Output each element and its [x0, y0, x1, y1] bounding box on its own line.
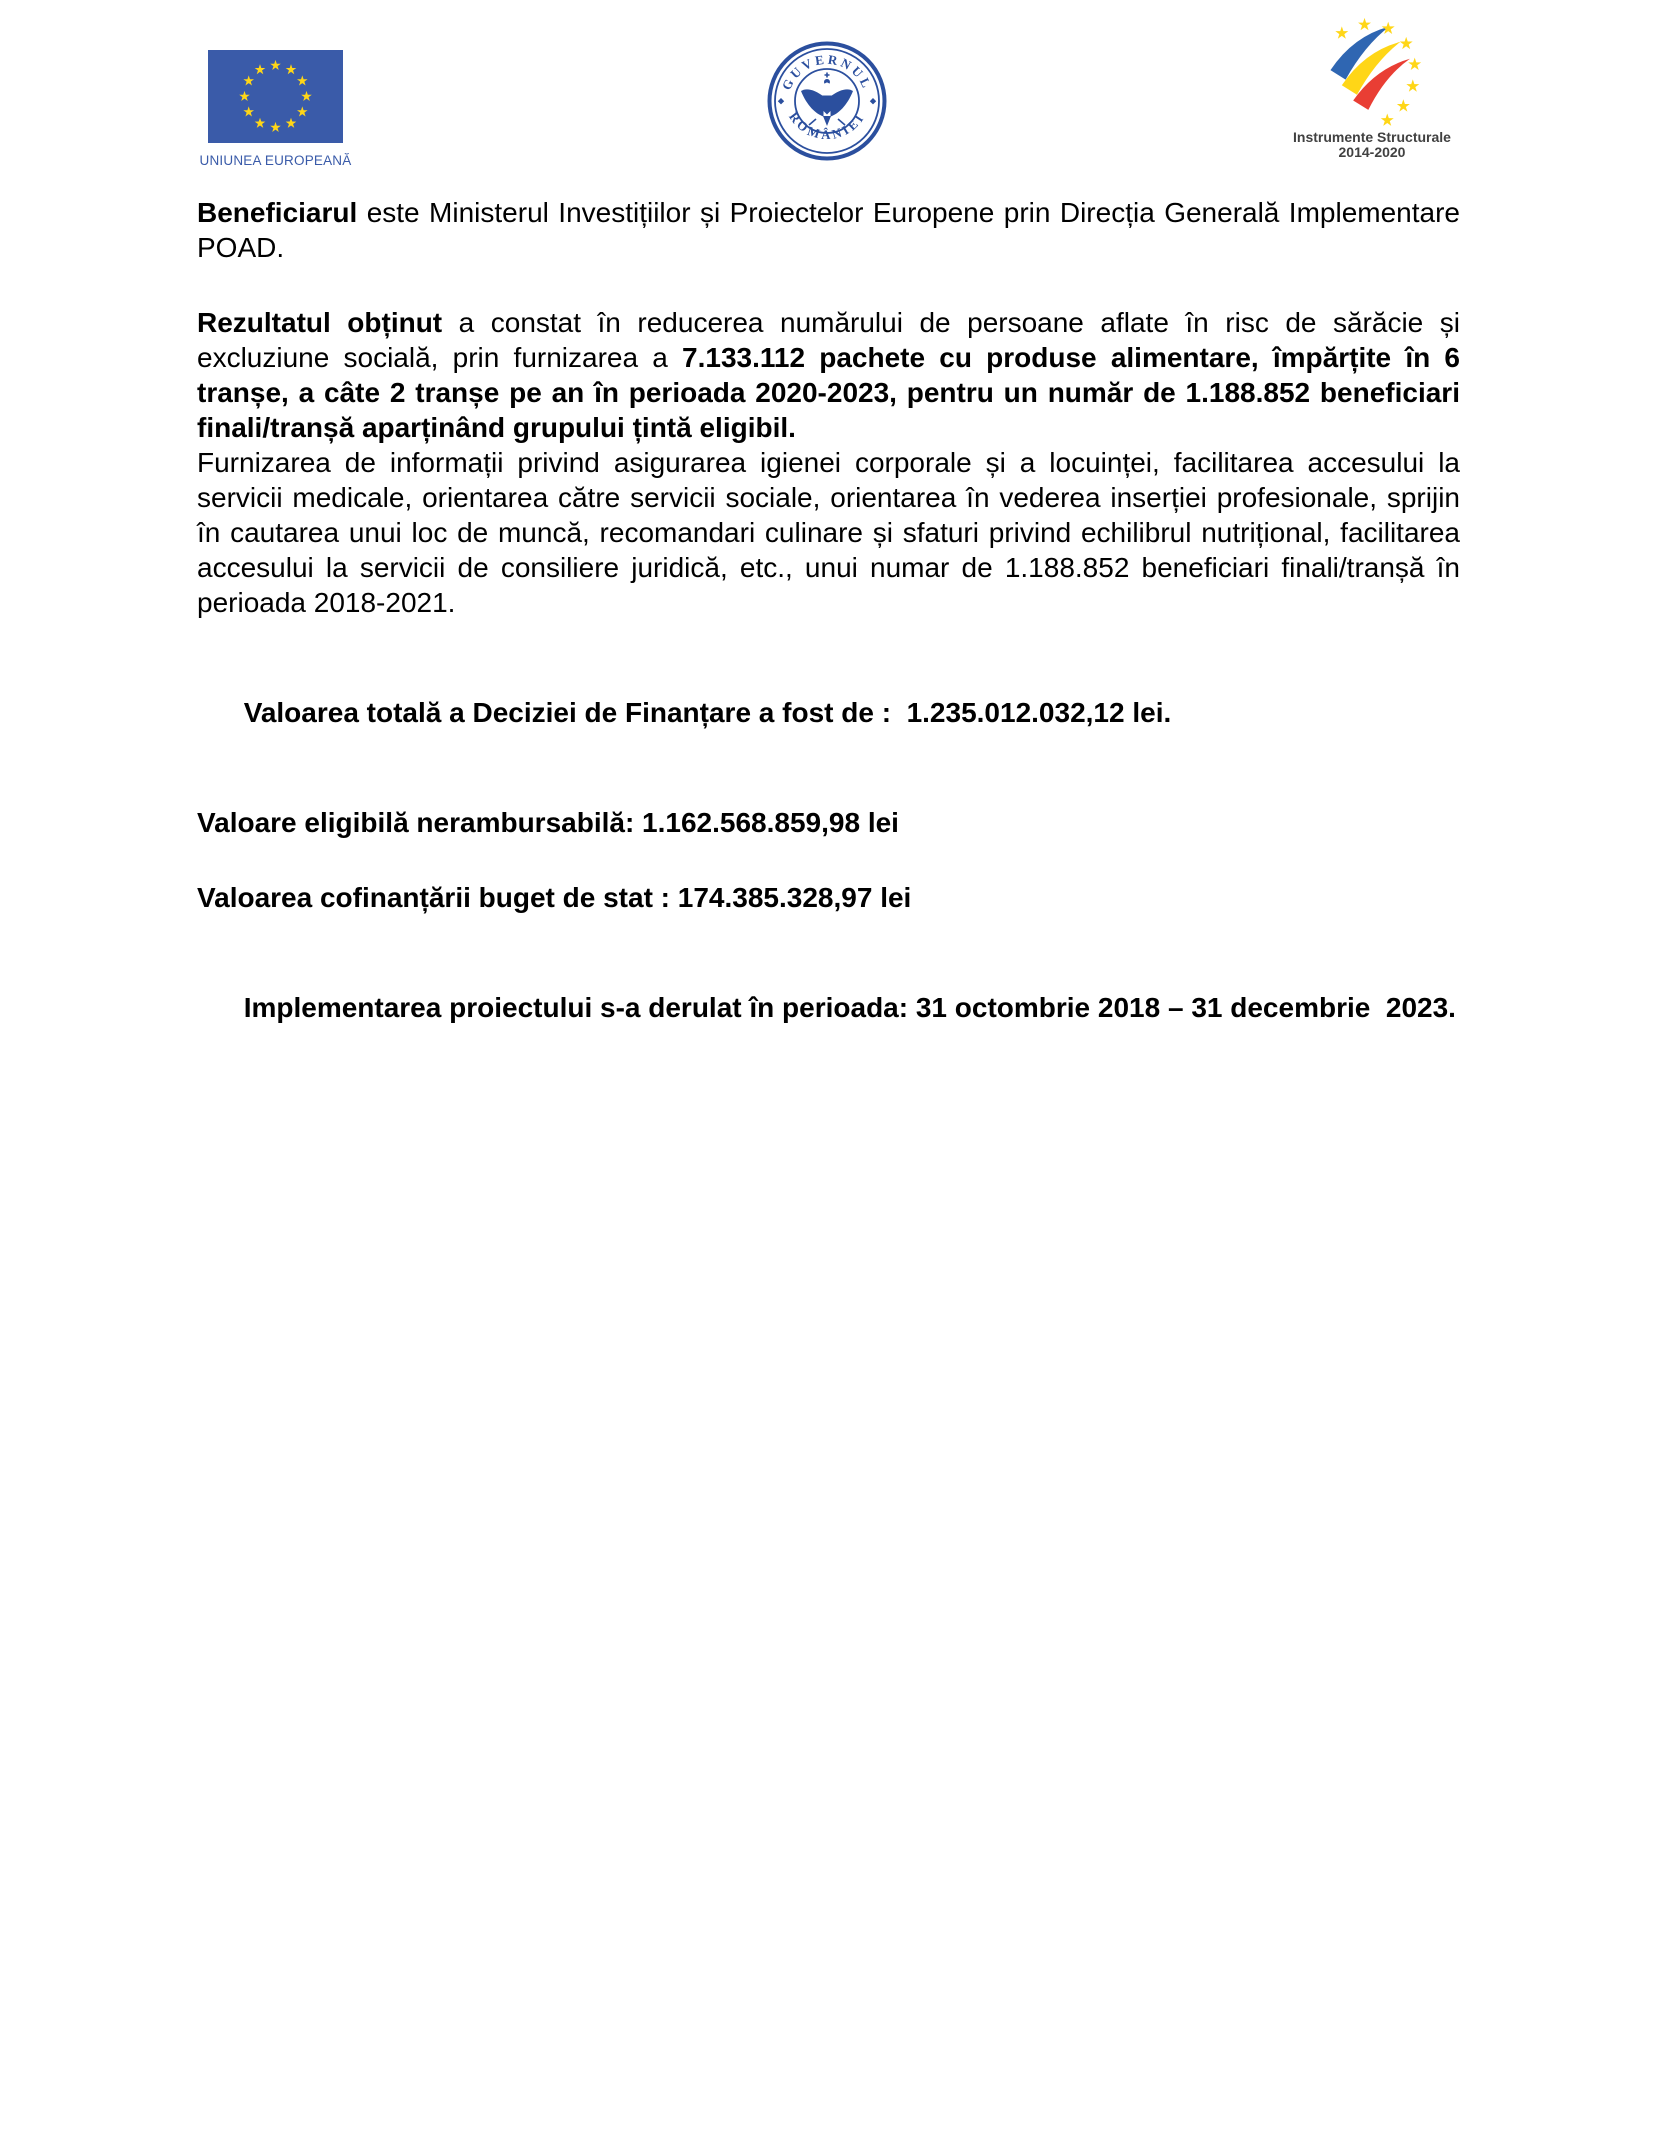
structural-instruments-logo: [1292, 16, 1452, 160]
government-seal-logo: [766, 40, 888, 167]
government-seal-icon: [766, 40, 888, 162]
text-run: Implementarea proiectului s-a derulat în perioada: 31 octombrie 2018 – 31 decembrie 2023.: [243, 992, 1456, 1023]
structural-instruments-icon: [1321, 16, 1427, 130]
text-run: Valoarea cofinanțării buget de stat : 174.385.328,97 lei: [197, 882, 912, 913]
text-run: Rezultatul obținut: [197, 307, 443, 338]
svg-text:GUVERNUL: [779, 52, 876, 93]
text-run: 7.133.112 pachete cu produse alimentare, împărțite în 6 tranșe, a câte 2 tranșe pe an în perioada 2020-2023, pentru un număr de 1.188.852 beneficiari finali/tranșă aparținând grupului țintă eligibil.: [197, 342, 1460, 443]
text-run: Valoare eligibilă nerambursabilă: 1.162.568.859,98 lei: [197, 807, 899, 838]
eu-flag-icon: [208, 50, 343, 143]
paragraph-valoare-cofinantare: [197, 880, 1460, 915]
text-run: a constat în reducerea numărului de persoane aflate în risc de sărăcie și excluziune socială, prin furnizarea a: [197, 307, 1460, 373]
text-run: Beneficiarul: [197, 197, 358, 228]
struct-logo-label-line1: Instrumente Structurale: [1293, 129, 1451, 145]
paragraph-valoare-totala: [197, 660, 1460, 765]
seal-bottom-text: ROMÂNIEI: [786, 109, 868, 143]
eagle-icon: [801, 73, 853, 127]
text-run: Valoarea totală a Deciziei de Finanțare a fost de : 1.235.012.032,12 lei.: [243, 697, 1172, 728]
text-run: Furnizarea de informații privind asigurarea igienei corporale și a locuinței, facilitarea accesului la servicii medicale, orientarea către servicii sociale, orientarea în vederea inserției profesionale, sprijin în cautarea unui loc de muncă, recomandari culinare și sfaturi privind echilibrul nutrițional, facilitarea accesului la servicii de consiliere juridică, etc., unui numar de 1.188.852 beneficiari finali/tranșă în perioada 2018-2021.: [197, 447, 1460, 618]
paragraph-implementare: [197, 955, 1460, 1060]
text-run: este Ministerul Investițiilor și Proiectelor Europene prin Direcția Generală Implementare POAD.: [197, 197, 1460, 263]
seal-top-text: GUVERNUL: [778, 51, 876, 93]
paragraph-rezultat: [197, 305, 1460, 445]
paragraph-beneficiar: [197, 195, 1460, 265]
paragraph-furnizare: [197, 445, 1460, 620]
struct-logo-label-line2: 2014-2020: [1338, 144, 1406, 160]
paragraph-valoare-eligibila: [197, 805, 1460, 840]
eu-flag-logo: [199, 50, 352, 168]
eu-flag-label: UNIUNEA EUROPEANĂ: [199, 153, 352, 168]
document-body: [197, 195, 1460, 1060]
